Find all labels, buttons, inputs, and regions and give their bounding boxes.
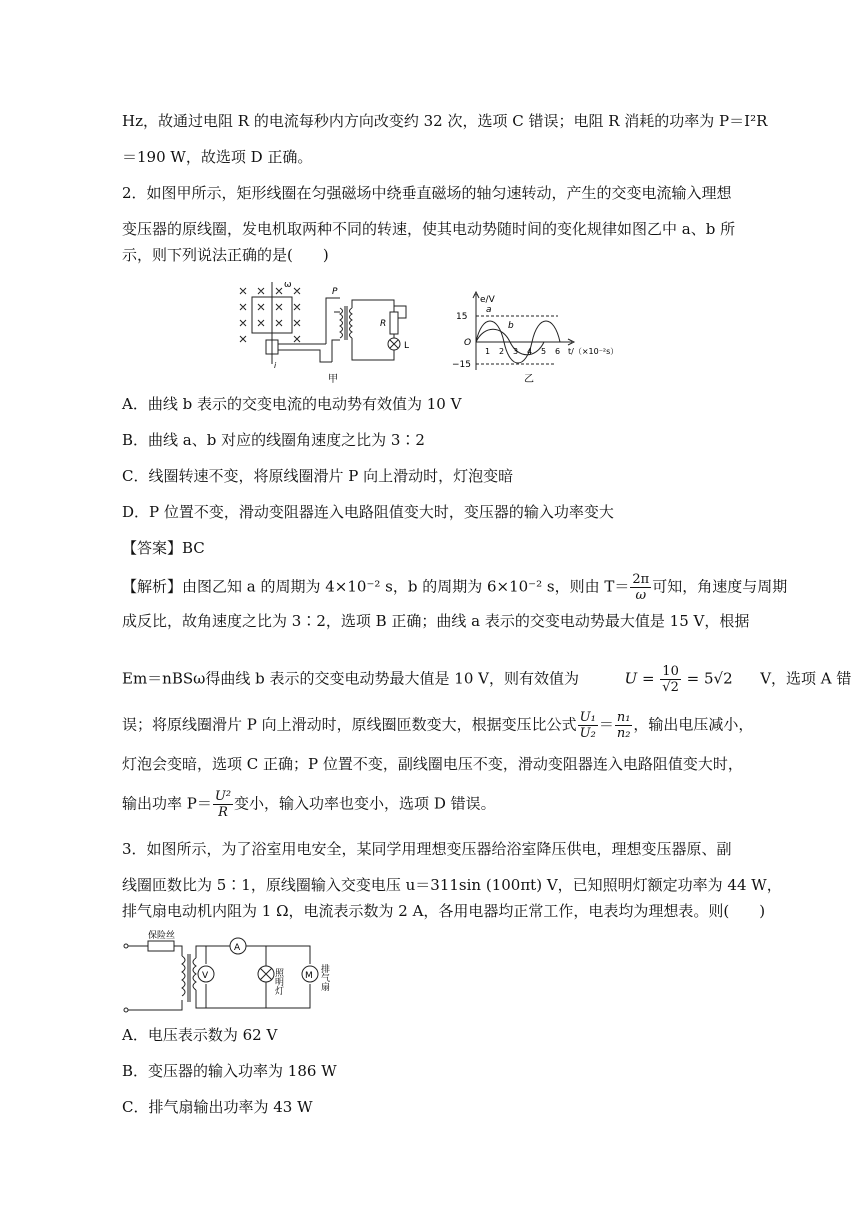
q2-answer: 【答案】BC (122, 539, 205, 557)
time-axis-label: t/（×10⁻²s） (568, 347, 619, 356)
analysis-line-1 (122, 572, 787, 603)
analysis-text: 可知，角速度与周期 (652, 577, 788, 596)
y-tick-bottom: −15 (452, 360, 471, 370)
turns-ratio-fraction (615, 710, 633, 741)
analysis-line-3 (122, 664, 851, 695)
l-label: L (404, 341, 410, 351)
i-label: i (274, 361, 277, 370)
analysis-text: 【解析】由图乙知 a 的周期为 4×10⁻² s，b 的周期为 6×10⁻² s，则由 T＝ (122, 577, 630, 596)
curve-a-label: a (486, 305, 492, 315)
rms-fraction (660, 664, 681, 695)
analysis-line-2: 成反比，故角速度之比为 3∶2，选项 B 正确；曲线 a 表示的交变电动势最大值是 15 V，根据 (122, 612, 750, 630)
x-tick-3: 3 (513, 347, 519, 356)
figure-bathroom-circuit (120, 928, 352, 1018)
fan-label: 排气扇 (319, 964, 329, 991)
y-tick-top: 15 (456, 312, 468, 322)
fraction-numerator: 2π (632, 572, 650, 587)
q2-stem-line-3: 示，则下列说法正确的是( ) (122, 246, 329, 264)
figure-jia-caption: 甲 (328, 374, 338, 385)
ammeter-label: A (234, 943, 241, 953)
q3-stem-line-1: 3．如图所示，为了浴室用电安全，某同学用理想变压器给浴室降压供电，理想变压器原、副 (122, 840, 732, 858)
rheostat-r (390, 312, 398, 334)
x-tick-6: 6 (555, 347, 561, 356)
x-tick-2: 2 (499, 347, 505, 356)
lamp-label: 照明灯 (273, 968, 283, 995)
q3-option-c: C．排气扇输出功率为 43 W (122, 1098, 313, 1116)
period-fraction (630, 572, 651, 603)
curve-b-label: b (508, 321, 514, 331)
magnetic-field-crosses (240, 288, 300, 342)
power-fraction (213, 789, 233, 820)
analysis-text: 变小，输入功率也变小，选项 D 错误。 (234, 794, 496, 813)
figure-yi-caption: 乙 (524, 374, 534, 385)
q2-option-b: B．曲线 a、b 对应的线圈角速度之比为 3∶2 (122, 431, 425, 449)
figure-emf-graph (452, 288, 628, 388)
analysis-line-6 (122, 789, 496, 820)
x-tick-1: 1 (485, 347, 491, 356)
origin-label: O (464, 338, 472, 348)
analysis-line-4 (122, 710, 753, 741)
analysis-text: ，输出电压减小， (633, 715, 754, 734)
analysis-line-5: 灯泡会变暗，选项 C 正确；P 位置不变，副线圈电压不变，滑动变阻器连入电路阻值变大时， (122, 755, 743, 773)
r-label: R (380, 319, 387, 329)
omega-label: ω (284, 280, 292, 290)
fraction-numerator: U² (214, 789, 232, 804)
fraction-denominator: ω (635, 588, 647, 603)
q2-stem-line-2: 变压器的原线圈，发电机取两种不同的转速，使其电动势随时间的变化规律如图乙中 a、b 所 (122, 220, 736, 238)
x-tick-4: 4 (527, 347, 533, 356)
analysis-text: Em＝nBSω得曲线 b 表示的交变电动势最大值是 10 V，则有效值为 (122, 669, 579, 688)
q3-option-a: A．电压表示数为 62 V (122, 1026, 278, 1044)
fraction-numerator: U₁ (579, 710, 596, 725)
fraction-numerator: n₁ (616, 710, 631, 725)
rms-result: = 5√2 (686, 669, 733, 688)
equals-sign: ＝ (598, 715, 614, 734)
fraction-numerator: 10 (660, 664, 681, 680)
q3-stem-line-3: 排气扇电动机内阻为 1 Ω，电流表示数为 2 A，各用电器均正常工作，电表均为理想表。则( ) (122, 902, 766, 920)
fuse-label: 保险丝 (148, 931, 176, 941)
motor-label: M (305, 971, 313, 981)
fraction-denominator: U₂ (579, 726, 596, 741)
q2-option-c: C．线圈转速不变，将原线圈滑片 P 向上滑动时，灯泡变暗 (122, 467, 514, 485)
fraction-denominator: n₂ (616, 726, 631, 741)
fuse-icon (148, 941, 174, 951)
analysis-text: 输出功率 P＝ (122, 794, 212, 813)
q3-option-b: B．变压器的输入功率为 186 W (122, 1062, 337, 1080)
voltmeter-label: V (202, 971, 209, 981)
q2-stem-line-1: 2．如图甲所示，矩形线圈在匀强磁场中绕垂直磁场的轴匀速转动，产生的交变电流输入理想 (122, 184, 732, 202)
q2-option-a: A．曲线 b 表示的交变电流的电动势有效值为 10 V (122, 395, 462, 413)
q3-stem-line-2: 线圈匝数比为 5∶1，原线圈输入交变电压 u＝311sin (100πt) V，已知照明灯额定功率为 44 W， (122, 876, 782, 894)
x-tick-5: 5 (541, 347, 547, 356)
q2-option-d: D．P 位置不变，滑动变阻器连入电路阻值变大时，变压器的输入功率变大 (122, 503, 614, 521)
fraction-denominator: √2 (662, 680, 679, 695)
fraction-denominator: R (218, 805, 228, 820)
prev-line-1: Hz，故通过电阻 R 的电流每秒内方向改变约 32 次，选项 C 错误；电阻 R 消耗的功率为 P＝I²R (122, 112, 768, 130)
figure-generator-circuit (236, 278, 436, 388)
analysis-text: V，选项 A 错 (760, 669, 852, 688)
u-symbol: U = (624, 669, 655, 688)
voltage-ratio-fraction (578, 710, 598, 741)
p-label: P (332, 287, 338, 297)
prev-line-2: ＝190 W，故选项 D 正确。 (122, 148, 313, 166)
emf-axis-label: e/V (480, 295, 495, 305)
analysis-text: 误；将原线圈滑片 P 向上滑动时，原线圈匝数变大，根据变压比公式 (122, 715, 577, 734)
